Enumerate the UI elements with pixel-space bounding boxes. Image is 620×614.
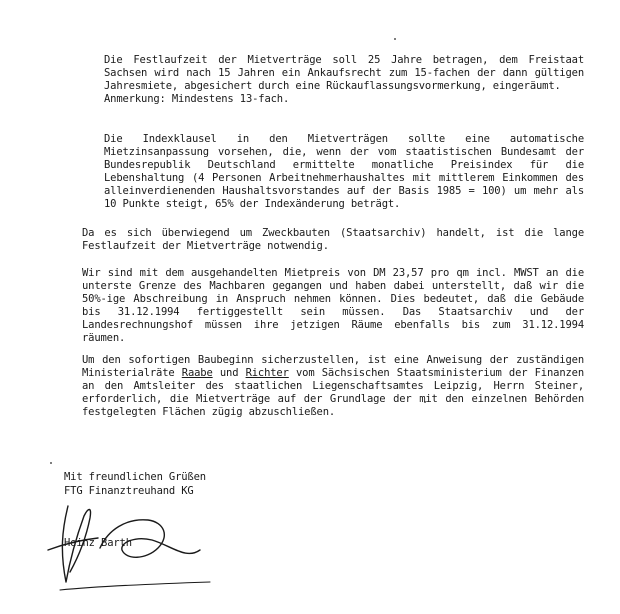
text-run: Um den sofortigen Baubeginn sicherzustellen, ist eine Anweisung der zuständigen Ministerialräte [82,354,584,379]
paragraph-text: Die Indexklausel in den Mietverträgen sollte eine automatische Mietzinsanpassung vorsehen, die, wenn der vom staatistischen Bundesamt der Bundesrepublik Deutschland ermittelte monatliche Preisindex für die Lebenshaltung (4 Personen Arbeitnehmerhaushaltes mit mittlerem Einkommen des alleinverdienenden Haushaltsvorstandes auf der Basis 1985 = 100) um mehr als 10 Punkte steigt, 65% der Indexänderung beträgt. [104,133,584,210]
paragraph-text: Wir sind mit dem ausgehandelten Mietpreis von DM 23,57 pro qm incl. MWST an die unterste Grenze des Machbaren gegangen und haben dabei unterstellt, daß wir die 50%-ige Abschreibung in Anspruch nehmen können. Dies bedeutet, daß die Gebäude bis 31.12.1994 fertiggestellt sein müssen. Das Staatsarchiv und der Landesrechnungshof müssen ihre jetzigen Räume ebenfalls bis zum 31.12.1994 räumen. [82,267,584,344]
paragraph-note: Anmerkung: Mindestens 13-fach. [104,93,290,105]
paragraph-mietpreis [82,267,584,345]
paragraph-festlaufzeit [104,54,584,106]
text-run: vom Sächsischen Staatsministerium der Finanzen an den Amtsleiter des staatlichen Liegenschaftsamtes Leipzig, Herrn Steiner, erforderlich, die Mietverträge auf der Grundlage der mit den einzelnen Behörden festgelegten Flächen zügig abzuschließen. [82,367,585,418]
paragraph-indexklausel [104,133,584,211]
paragraph-text: Da es sich überwiegend um Zweckbauten (Staatsarchiv) handelt, ist die lange Festlaufzeit der Mietverträge notwendig. [82,227,584,252]
name-richter: Richter [245,367,289,379]
paragraph-baubeginn [82,354,584,419]
text-run: und [212,367,246,379]
paragraph-zweckbauten [82,227,584,253]
signer-name: Heinz Barth [64,537,132,549]
scan-speck [394,38,396,40]
paragraph-text [82,354,584,419]
paragraph-text: Die Festlaufzeit der Mietverträge soll 25 Jahre betragen, dem Freistaat Sachsen wird nach 15 Jahren ein Ankaufsrecht zum 15-fachen der dann gültigen Jahresmiete, abgesichert durch eine Rückauflassungsvormerkung, eingeräumt. [104,54,584,92]
scan-speck [50,462,52,464]
closing-company: FTG Finanztreuhand KG [64,485,194,497]
name-raabe: Raabe [181,367,213,379]
closing-greeting: Mit freundlichen Grüßen [64,471,206,483]
